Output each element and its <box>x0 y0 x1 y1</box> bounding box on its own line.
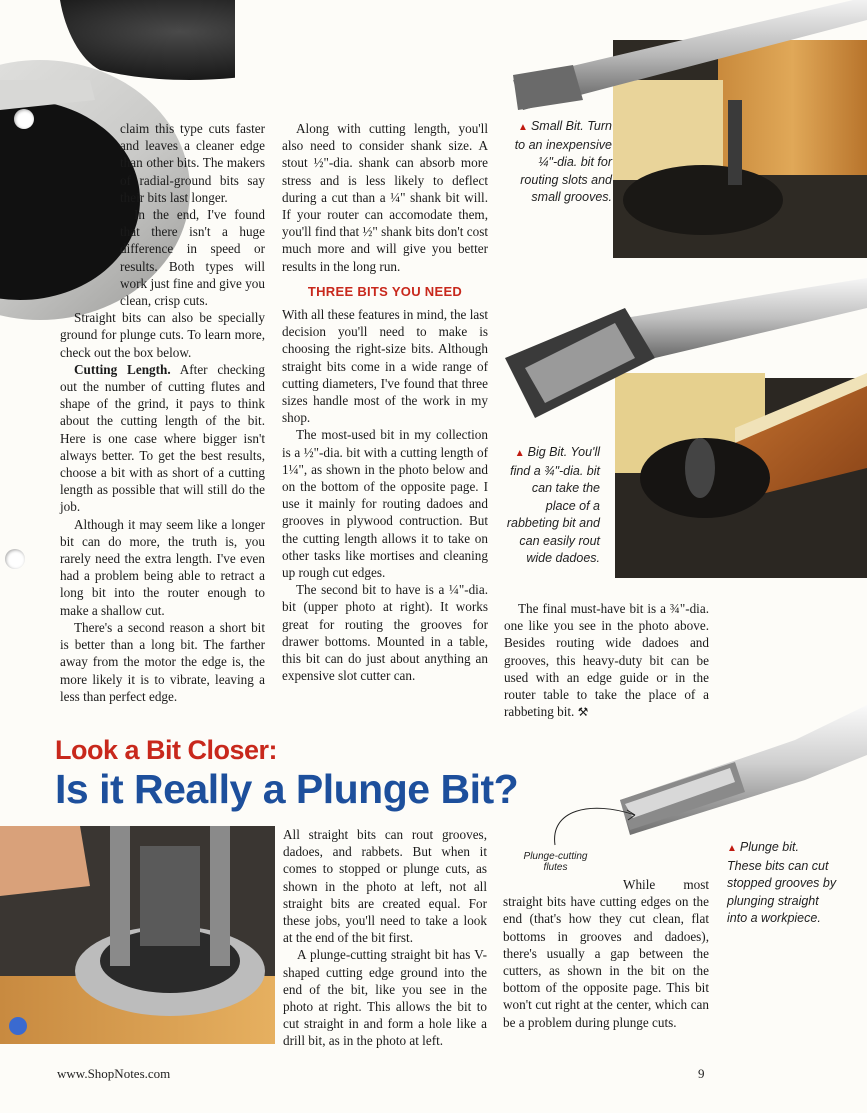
small-bit-caption <box>510 118 612 207</box>
col1-para-3: Straight bits can also be specially ground for plunge cuts. To learn more, check out the box below. <box>60 310 265 360</box>
col2-para-1: Along with cutting length, you'll also need to consider shank size. A stout ½"-dia. shank can absorb more stress and is less likely to deflect during a cut than a ¼" shank bit will. If your router can accomodate them, you'll find that ½" shank bits don't cost much more and will give you better results in the long run. <box>282 121 488 274</box>
plunge-bit-caption <box>727 839 837 928</box>
col2-para-4: The second bit to have is a ¼"-dia. bit (upper photo at right). It works great for routing the grooves for drawer bottoms. Mounted in a table, this bit can do just about anything an expensive slot cutter can. <box>282 582 488 684</box>
column-2 <box>282 120 488 685</box>
triangle-marker-icon: ▲ <box>518 122 528 133</box>
box-column-2 <box>503 876 709 1031</box>
cutting-length-heading: Cutting Length. <box>74 361 171 377</box>
box-title-line-1: Look a Bit Closer: <box>55 735 278 765</box>
box-title-line-2: Is it Really a Plunge Bit? <box>55 766 519 812</box>
punch-hole-top <box>14 109 34 129</box>
plunge-bit-title: Plunge bit. <box>739 840 799 854</box>
end-mark-icon: ⚒ <box>577 705 589 720</box>
box-col2-para-1: While most straight bits have cutting edges on the end (that's how they cut clean, flat bottoms in grooves and dadoes), there's usually a gap between the cutters, as shown in the bit on the bottom of the opposite page. This bit won't cut right at the center, which can be a problem during plunge cuts. <box>503 877 709 1030</box>
big-bit-caption <box>505 444 600 568</box>
small-bit-title: Small Bit. <box>530 119 584 133</box>
col3-para-1-text: The final must-have bit is a ¾"-dia. one like you see in the photo above. Besides routing wide dadoes and grooves, this heavy-duty bit can be used with an edge guide or in the router table to take the place of a rabbeting bit. <box>504 601 709 720</box>
triangle-marker-icon: ▲ <box>514 448 525 459</box>
footer-url: www.ShopNotes.com <box>57 1066 171 1081</box>
plunge-bit-caption-text: These bits can cut stopped grooves by plunging straight into a workpiece. <box>727 858 837 925</box>
triangle-marker-icon: ▲ <box>727 843 737 854</box>
big-bit-title: Big Bit. <box>527 445 568 459</box>
callout-arrow <box>540 790 650 850</box>
column-1 <box>60 120 265 705</box>
small-bit-caption-text: Turn to an inexpensive ¼"-dia. bit for routing slots and small grooves. <box>514 119 612 204</box>
col1-para-2: In the end, I've found that there isn't a huge difference in speed or results. Both types will work just fine and give you clean, crisp cuts. <box>120 207 265 309</box>
col1-para-4-text: After checking out the number of cutting flutes and shape of the grind, it pays to think about the cutting length of the bit. Here is one case where bigger isn't always better. To get the best results, choose a bit with as short of a cutting length as possible that will still do the job. <box>60 361 265 515</box>
col2-para-3: The most-used bit in my collection is a ½"-dia. bit with a cutting length of 1¼", as shown in the photo below and on the bottom of the opposite page. I use it mainly for routing dadoes and grooves in plywood contruction. But the cutting length allows it to take on other tasks like mortises and cleaning up rough cut edges. <box>282 427 488 581</box>
plunge-cutting-flutes-label: Plunge-cutting flutes <box>523 851 588 873</box>
col2-para-2: With all these features in mind, the last decision you'll need to make is choosing the right-size bits. Although straight bits come in a wide range of cutting diameters, I've found that three sizes handle most of the work in my shop. <box>282 307 489 426</box>
box-col1-para-2: A plunge-cutting straight bit has V-shaped cutting edge ground into the end of the bit, like you see in the photo at right. This allows the bit to cut straight in and form a hole like a drill bit, as in the photo at left. <box>283 947 487 1049</box>
col1-para-4 <box>60 361 265 516</box>
box-col1-para-1: All straight bits can rout grooves, dadoes, and rabbets. But when it comes to stopped or plunge cuts, as shown in the photo at left, not all straight bits are created equal. For these jobs, you'll need to take a look at the end of the bit first. <box>283 827 487 946</box>
three-bits-heading: THREE BITS YOU NEED <box>307 283 463 299</box>
col1-para-1: claim this type cuts faster and leaves a cleaner edge than other bits. The makers of radial-ground bits say their bits last longer. <box>120 121 265 205</box>
punch-hole-middle <box>5 549 25 569</box>
big-bit-caption-text: You'll find a ¾"-dia. bit can take the place of a rabbeting bit and can easily rout wide dadoes. <box>506 445 600 565</box>
plunge-router-photo <box>0 826 275 1044</box>
col1-para-5: Although it may seem like a longer bit can do more, the truth is, you rarely need the extra length. I've even had a problem being able to retract a long bit into the router enough to make a shallow cut. <box>60 516 265 618</box>
col1-para-6: There's a second reason a short bit is better than a long bit. The farther away from the motor the edge is, the more likely it is to vibrate, leaving a less than perfect edge. <box>60 619 265 704</box>
box-column-1 <box>283 826 487 1050</box>
page-number: 9 <box>698 1066 705 1081</box>
